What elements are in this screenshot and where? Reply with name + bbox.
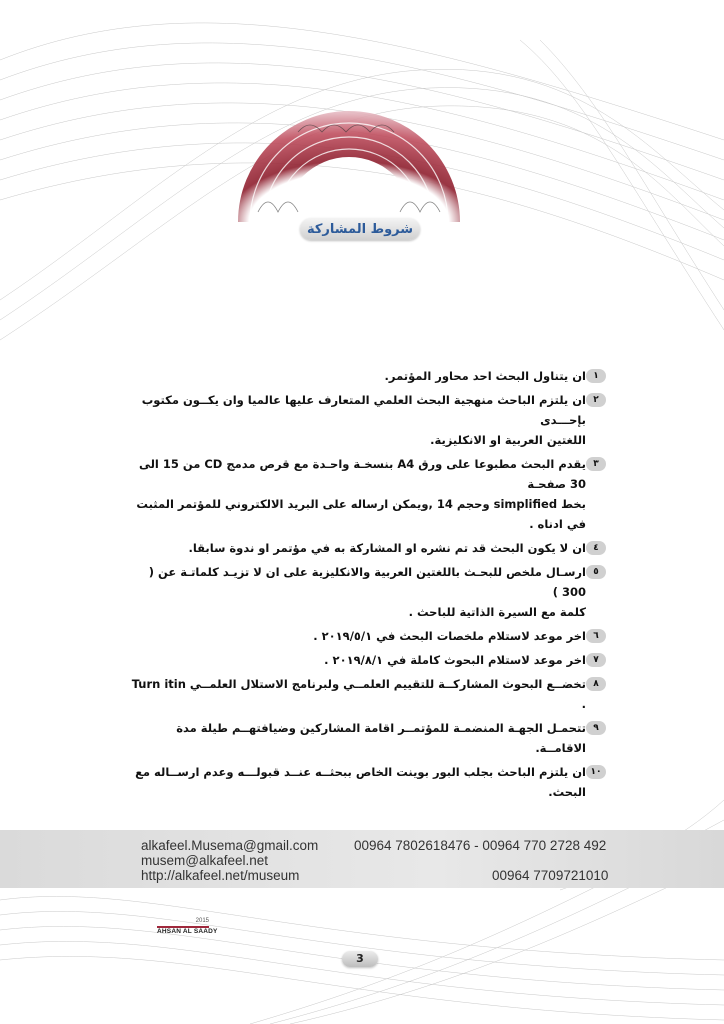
designer-brand: [157, 918, 218, 940]
condition-number: ٨: [586, 677, 606, 691]
condition-item: [130, 390, 606, 450]
condition-text-continued: بخط simplified وحجم 14 ,ويمكن ارساله على البريد الالكتروني للمؤتمر المثبت في ادناه .: [136, 497, 586, 531]
condition-item: [130, 650, 606, 670]
condition-item: [130, 562, 606, 622]
website-link[interactable]: http://alkafeel.net/museum: [141, 868, 300, 883]
condition-item: [130, 626, 606, 646]
condition-number: ٧: [586, 653, 606, 667]
condition-item: [130, 762, 606, 802]
condition-text: تخضــع البحوث المشاركــة للتقييم العلمــي ولبرنامج الاستلال العلمــي Turn itin .: [131, 677, 586, 711]
arabesque-arch-ornament: [238, 92, 460, 222]
email-primary[interactable]: alkafeel.Musema@gmail.com: [141, 838, 319, 853]
condition-text: يقدم البحث مطبوعا على ورق A4 بنسخـة واحـدة مع قرص مدمج CD من 15 الى 30 صفحـة: [138, 457, 586, 491]
condition-number: ٣: [586, 457, 606, 471]
condition-text: اخر موعد لاستلام البحوث كاملة في ٢٠١٩/٨/١ .: [324, 653, 586, 667]
condition-number: ٤: [586, 541, 606, 555]
condition-item: [130, 538, 606, 558]
condition-number: ٥: [586, 565, 606, 579]
condition-text: اخر موعد لاستلام ملخصات البحث في ٢٠١٩/٥/١ .: [313, 629, 586, 643]
phone-numbers: 00964 7802618476 - 00964 770 2728 492: [354, 838, 607, 853]
condition-number: ١: [586, 369, 606, 383]
condition-text: تتحمـل الجهـة المنضمـة للمؤتمــر اقامة المشاركين وضيافتهــم طيلة مدة الاقامــة.: [176, 721, 586, 755]
condition-item: [130, 454, 606, 534]
condition-item: [130, 366, 606, 386]
page-number: 3: [342, 951, 378, 967]
condition-number: ١٠: [586, 765, 606, 779]
conditions-list: [130, 366, 606, 806]
condition-text: ان يتناول البحث احد محاور المؤتمر.: [384, 369, 586, 383]
condition-text: ان يلتزم الباحث منهجية البحث العلمي المتعارف عليها عالميا وان يكــون مكتوب بإحـــدى: [141, 393, 586, 427]
condition-item: [130, 674, 606, 714]
condition-text: ان لا يكون البحث قد تم نشره او المشاركة به في مؤتمر او ندوة سابقا.: [188, 541, 586, 555]
condition-text-continued: اللغتين العربية او الانكليزية.: [430, 433, 586, 447]
phone-number-alt: 00964 7709721010: [492, 868, 609, 883]
condition-text-continued: كلمة مع السيرة الذاتية للباحث .: [408, 605, 586, 619]
brand-name: AHSAN AL SAADY: [157, 928, 218, 935]
email-secondary[interactable]: musem@alkafeel.net: [141, 853, 269, 868]
condition-text: ان يلتزم الباحث بجلب البور بوينت الخاص ببحثــه عنــد قبولـــه وعدم ارســاله مع البحث.: [135, 765, 586, 799]
brand-year: 2015: [195, 918, 209, 924]
condition-number: ٢: [586, 393, 606, 407]
condition-text: ارسـال ملخص للبحـث باللغتين العربية والانكليزية على ان لا تزيـد كلماتـة عن ( 300 ): [148, 565, 586, 599]
condition-item: [130, 718, 606, 758]
condition-number: ٦: [586, 629, 606, 643]
condition-number: ٩: [586, 721, 606, 735]
section-title: شروط المشاركة: [300, 218, 420, 240]
